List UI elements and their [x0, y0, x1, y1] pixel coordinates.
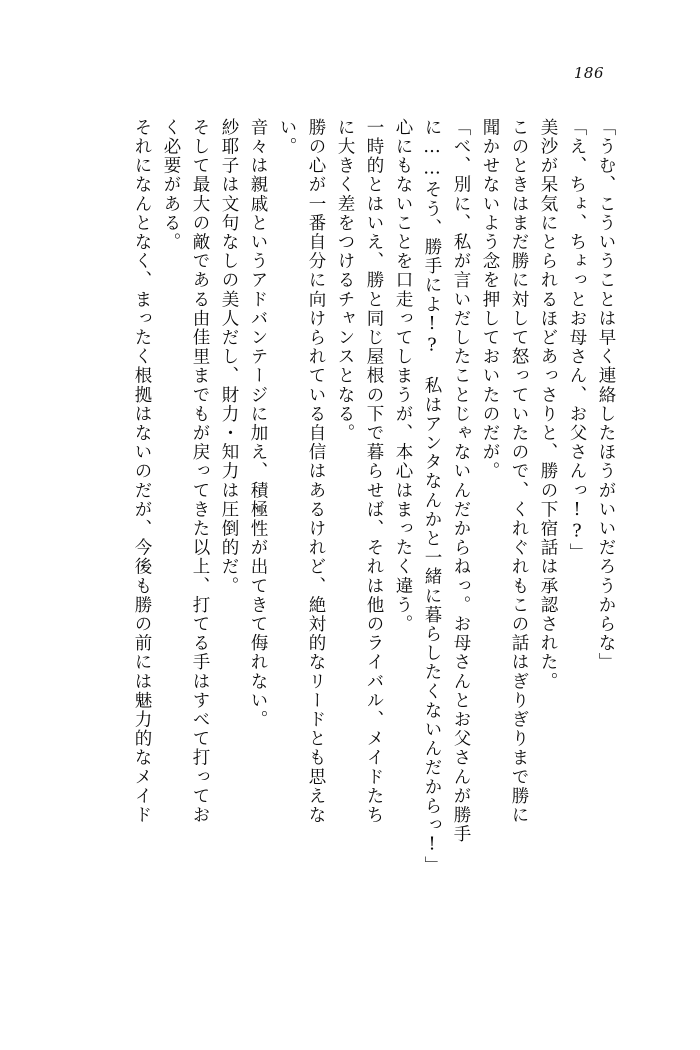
text-column: い。 — [277, 118, 297, 157]
text-column: く必要がある。 — [161, 118, 181, 252]
vertical-text-body — [86, 118, 614, 998]
text-column: 「べ、別に、私が言いだしたことじゃないんだからねっ。お母さんとお父さんが勝手 — [451, 118, 471, 844]
text-column: それになんとなく、まったく根拠はないのだが、今後も勝の前には魅力的なメイド — [132, 118, 152, 825]
text-column: に……そう、勝手によ!? 私はアンタなんかと一緒に暮らしたくないんだからっ!」 — [422, 118, 442, 876]
text-column: 勝の心が一番自分に向けられている自信はあるけれど、絶対的なリードとも思えな — [306, 118, 326, 825]
text-column: 「え、ちょ、ちょっとお母さん、お父さんっ!?」 — [567, 118, 587, 563]
text-column: 「うむ、こういうことは早く連絡したほうがいいだろうからな」 — [596, 118, 616, 672]
text-column: 一時的とはいえ、勝と同じ屋根の下で暮らせば、それは他のライバル、メイドたち — [364, 118, 384, 825]
text-column: 音々は親戚というアドバンテージに加え、積極性が出てきて侮れない。 — [248, 118, 268, 730]
text-column: 紗耶子は文句なしの美人だし、財力・知力は圧倒的だ。 — [219, 118, 239, 596]
text-column: このときはまだ勝に対して怒っていたので、くれぐれもこの話はぎりぎりまで勝に — [509, 118, 529, 825]
text-column: 聞かせないよう念を押しておいたのだが。 — [480, 118, 500, 481]
text-column: 美沙が呆気にとられるほどあっさりと、勝の下宿話は承認された。 — [538, 118, 558, 691]
text-column: に大きく差をつけるチャンスとなる。 — [335, 118, 355, 443]
text-column: そして最大の敵である由佳里までもが戻ってきた以上、打てる手はすべて打ってお — [190, 118, 210, 825]
page-number: 186 — [573, 64, 604, 82]
text-column: 心にもないことを口走ってしまうが、本心はまったく違う。 — [393, 118, 413, 634]
